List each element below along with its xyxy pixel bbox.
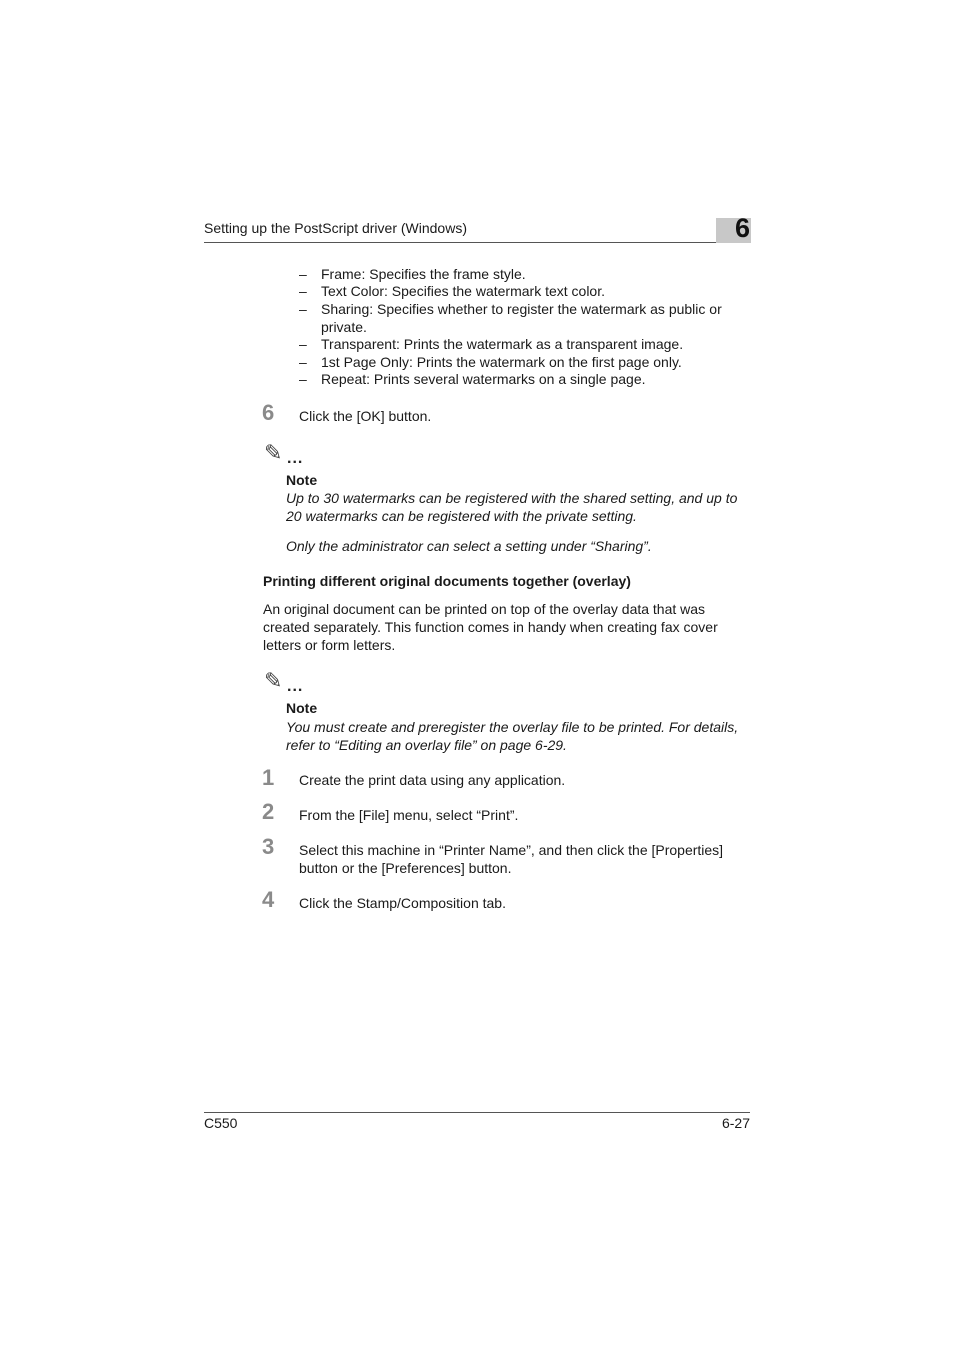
list-dash: – [299,371,307,387]
section-heading: Printing different original documents together (overlay) [263,573,631,589]
list-item-text: Text Color: Specifies the watermark text color. [321,283,605,299]
step-text: Select this machine in “Printer Name”, and then click the [Properties] button or the [Preferences] button. [299,842,724,876]
list-item [299,336,759,354]
list-dash: – [299,266,307,282]
list-dash: – [299,283,307,299]
pencil-icon: ✎ [264,440,283,465]
header-rule [204,242,716,243]
step-number: 2 [262,799,275,824]
list-item-text: Repeat: Prints several watermarks on a single page. [321,371,646,387]
section-body-text: An original document can be printed on top of the overlay data that was created separately. This function comes in handy when creating fax cover letters or form letters. [263,601,718,653]
note-label: Note [286,700,318,716]
list-item-text: Transparent: Prints the watermark as a transparent image. [321,336,684,352]
footer-page-number: 6-27 [721,1115,750,1131]
running-header-title: Setting up the PostScript driver (Windows) [204,220,467,236]
step-number: 4 [262,887,275,912]
footer-model: C550 [204,1115,238,1131]
step-text: Create the print data using any application. [299,772,566,788]
chapter-number: 6 [734,213,750,243]
note-ellipsis: ... [287,450,304,467]
step-number: 1 [262,765,275,790]
step-text: Click the Stamp/Composition tab. [299,895,506,911]
list-item [299,371,759,389]
pencil-icon: ✎ [264,668,283,693]
list-dash: – [299,354,307,370]
step-number: 6 [262,400,275,425]
list-dash: – [299,301,307,317]
list-dash: – [299,336,307,352]
step-number: 3 [262,834,275,859]
list-item-text: Sharing: Specifies whether to register the watermark as public or private. [321,301,722,335]
list-item-text: 1st Page Only: Prints the watermark on the first page only. [321,354,682,370]
note-text: You must create and preregister the overlay file to be printed. For details, refer to “Editing an overlay file” on page 6-29. [286,719,739,753]
list-item [299,354,759,372]
note-label: Note [286,472,318,488]
note-text: Up to 30 watermarks can be registered with the shared setting, and up to 20 watermarks can be registered with the private setting. [286,490,738,524]
note-text: Only the administrator can select a setting under “Sharing”. [286,538,652,554]
footer-rule [204,1112,750,1113]
step-text: Click the [OK] button. [299,408,432,424]
note-ellipsis: ... [287,678,304,695]
list-item [299,266,759,284]
list-item-text: Frame: Specifies the frame style. [321,266,526,282]
list-item [299,283,759,301]
step-text: From the [File] menu, select “Print”. [299,807,519,823]
list-item [299,301,759,337]
